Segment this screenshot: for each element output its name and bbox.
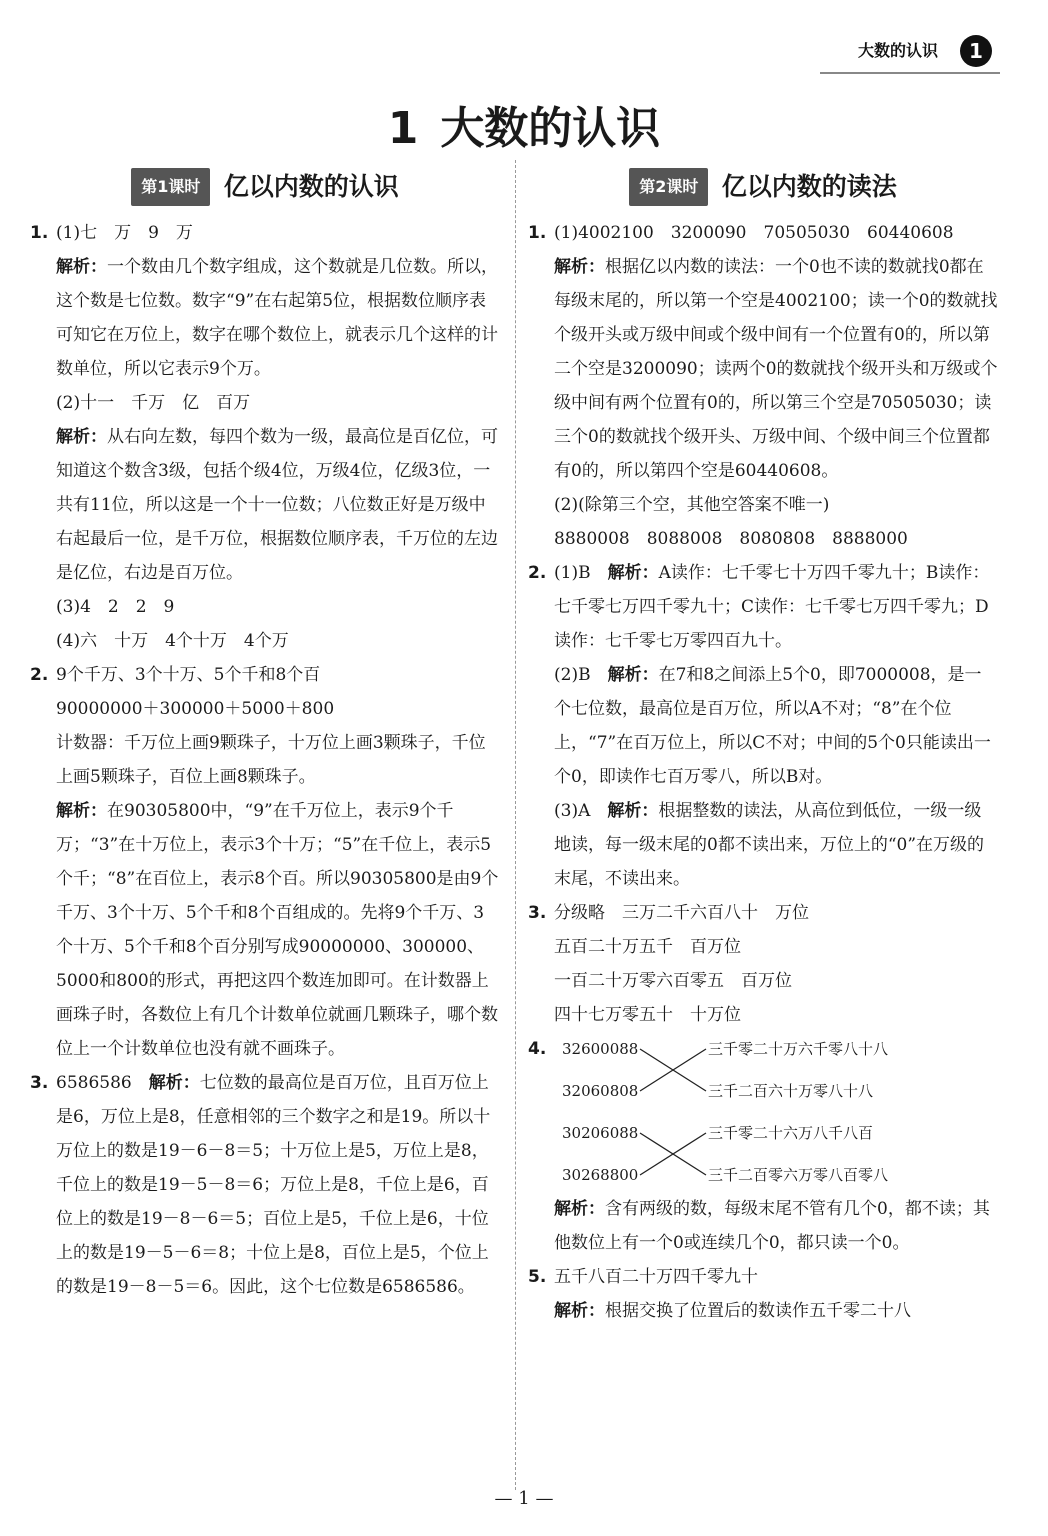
matching-lines [638, 1032, 708, 1192]
explanation: 解析：含有两级的数，每级末尾不管有几个0，都不读；其他数位上有一个0或连续几个0，都只读一个0。 [554, 1199, 990, 1253]
answer-line: 8880008 8088008 8080808 8888000 [554, 529, 908, 549]
answer-line: 五百二十万五千 百万位 [554, 937, 741, 957]
answer-line: 五千八百二十万四千零九十 [554, 1267, 758, 1287]
explanation: (2)B 解析：在7和8之间添上5个0，即7000008，是一个七位数，最高位是百万位，所以A不对；“8”在个位上，“7”在百万位上，所以C不对；中间的5个0只能读出一个0，即读作七百万零八，所以B对。 [554, 665, 991, 787]
answer-line: (3)4 2 2 9 [56, 597, 175, 617]
explanation: 6586586 解析：七位数的最高位是百万位，且百万位上是6，万位上是8，任意相邻的三个数字之和是19。所以十万位上的数是19－6－8＝5；十万位上是5，万位上是8，千位上的数是19－5－8＝6；万位上是8，千位上是6，百位上的数是19－8－6＝5；百位上是5，千位上是6，十位上的数是19－5－6＝8；十位上是8，百位上是5，个位上的数是19－8－5＝6。因此，这个七位数是6586586。 [56, 1073, 491, 1297]
reading-item: 三千零二十万六千零八十八 [708, 1040, 889, 1058]
header-rule [820, 72, 1000, 74]
lesson-badge: 第1课时 [131, 168, 210, 206]
question-3 [30, 1066, 500, 1304]
question-number: 3. [528, 903, 547, 923]
unit-number-badge: 1 [960, 35, 992, 67]
right-column [528, 168, 998, 1328]
explanation: (1)B 解析：A读作：七千零七十万四千零九十；B读作：七千零七万四千零九十；C读作：七千零七万四千零九；D读作：七千零七万零四百九十。 [554, 563, 990, 651]
lesson-heading [528, 168, 998, 208]
chapter-title: 大数的认识 [440, 103, 661, 154]
answer-line: 四十七万零五十 十万位 [554, 1005, 741, 1025]
question-4 [528, 1032, 998, 1260]
question-number: 2. [30, 665, 49, 685]
page-number: — 1 — [494, 1488, 554, 1509]
explanation: (3)A 解析：根据整数的读法，从高位到低位，一级一级地读，每一级末尾的0都不读出来，万位上的“0”在万级的末尾，不读出来。 [554, 801, 985, 889]
lesson-title: 亿以内数的认识 [223, 172, 399, 201]
lesson-title: 亿以内数的读法 [721, 172, 897, 201]
column-divider [515, 160, 517, 1490]
question-2 [528, 556, 998, 896]
number-item: 30206088 [562, 1124, 639, 1142]
reading-item: 三千零二十六万八千八百 [708, 1124, 874, 1142]
question-number: 5. [528, 1267, 547, 1287]
explanation: 解析：一个数由几个数字组成，这个数就是几位数。所以，这个数是七位数。数字“9”在右起第5位，根据数位顺序表可知它在万位上，数字在哪个数位上，就表示几个这样的计数单位，所以它表示9个万。 [56, 257, 498, 379]
explanation: 解析：从右向左数，每四个数为一级，最高位是百亿位，可知道这个数含3级，包括个级4位，万级4位，亿级3位，一共有11位，所以这是一个十一位数；八位数正好是万级中右起最后一位，是千万位，根据数位顺序表，千万位的左边是亿位，右边是百万位。 [56, 427, 498, 583]
answer-line: 一百二十万零六百零五 百万位 [554, 971, 792, 991]
answer-line: 90000000＋300000＋5000＋800 [56, 699, 335, 719]
question-5 [528, 1260, 998, 1328]
question-number: 1. [30, 223, 49, 243]
explanation: 解析：根据亿以内数的读法：一个0也不读的数就找0都在每级末尾的，所以第一个空是4002100；读一个0的数就找个级开头或万级中间或个级中间有一个位置有0的，所以第二个空是3200090；读两个0的数就找个级开头和万级或个级中间有两个位置有0的，所以第三个空是70505030；读三个0的数就找个级开头、万级中间、个级中间三个位置都有0的，所以第四个空是60440608。 [554, 257, 998, 481]
question-3 [528, 896, 998, 1032]
lesson-badge: 第2课时 [629, 168, 708, 206]
answer-line: (1)七 万 9 万 [56, 223, 193, 243]
reading-item: 三千二百六十万零八十八 [708, 1082, 874, 1100]
lesson-heading [30, 168, 500, 208]
question-1 [30, 216, 500, 658]
header-unit-title: 大数的认识 [858, 41, 939, 60]
answer-line: (1)4002100 3200090 70505030 60440608 [554, 223, 954, 243]
answer-line: 计数器：千万位上画9颗珠子，十万位上画3颗珠子，千位上画5颗珠子，百位上画8颗珠子。 [56, 733, 486, 787]
number-item: 32600088 [562, 1040, 639, 1058]
matching-diagram [554, 1032, 998, 1192]
answer-line: (4)六 十万 4个十万 4个万 [56, 631, 289, 651]
chapter-number: 1 [387, 103, 419, 154]
question-1 [528, 216, 998, 556]
number-item: 30268800 [562, 1166, 639, 1184]
reading-item: 三千二百零六万零八百零八 [708, 1166, 889, 1184]
question-number: 3. [30, 1073, 49, 1093]
answer-line: 分级略 三万二千六百八十 万位 [554, 903, 809, 923]
question-2 [30, 658, 500, 1066]
explanation: 解析：在90305800中，“9”在千万位上，表示9个千万；“3”在十万位上，表示3个十万；“5”在千位上，表示5个千；“8”在百位上，表示8个百。所以90305800是由9个千万、3个十万、5个千和8个百组成的。先将9个千万、3个十万、5个千和8个百分别写成90000000、300000、5000和800的形式，再把这四个数连加即可。在计数器上画珠子时，各数位上有几个计数单位就画几颗珠子，哪个数位上一个计数单位也没有就不画珠子。 [56, 801, 499, 1059]
question-number: 1. [528, 223, 547, 243]
left-column [30, 168, 500, 1304]
answer-line: (2)十一 千万 亿 百万 [56, 393, 251, 413]
question-number: 2. [528, 563, 547, 583]
answer-line: 9个千万、3个十万、5个千和8个百 [56, 665, 321, 685]
explanation: 解析：根据交换了位置后的数读作五千零二十八 [554, 1301, 911, 1321]
question-number: 4. [528, 1039, 547, 1059]
number-item: 32060808 [562, 1082, 639, 1100]
page-title [0, 92, 1048, 156]
answer-line: (2)(除第三个空，其他空答案不唯一) [554, 495, 830, 515]
